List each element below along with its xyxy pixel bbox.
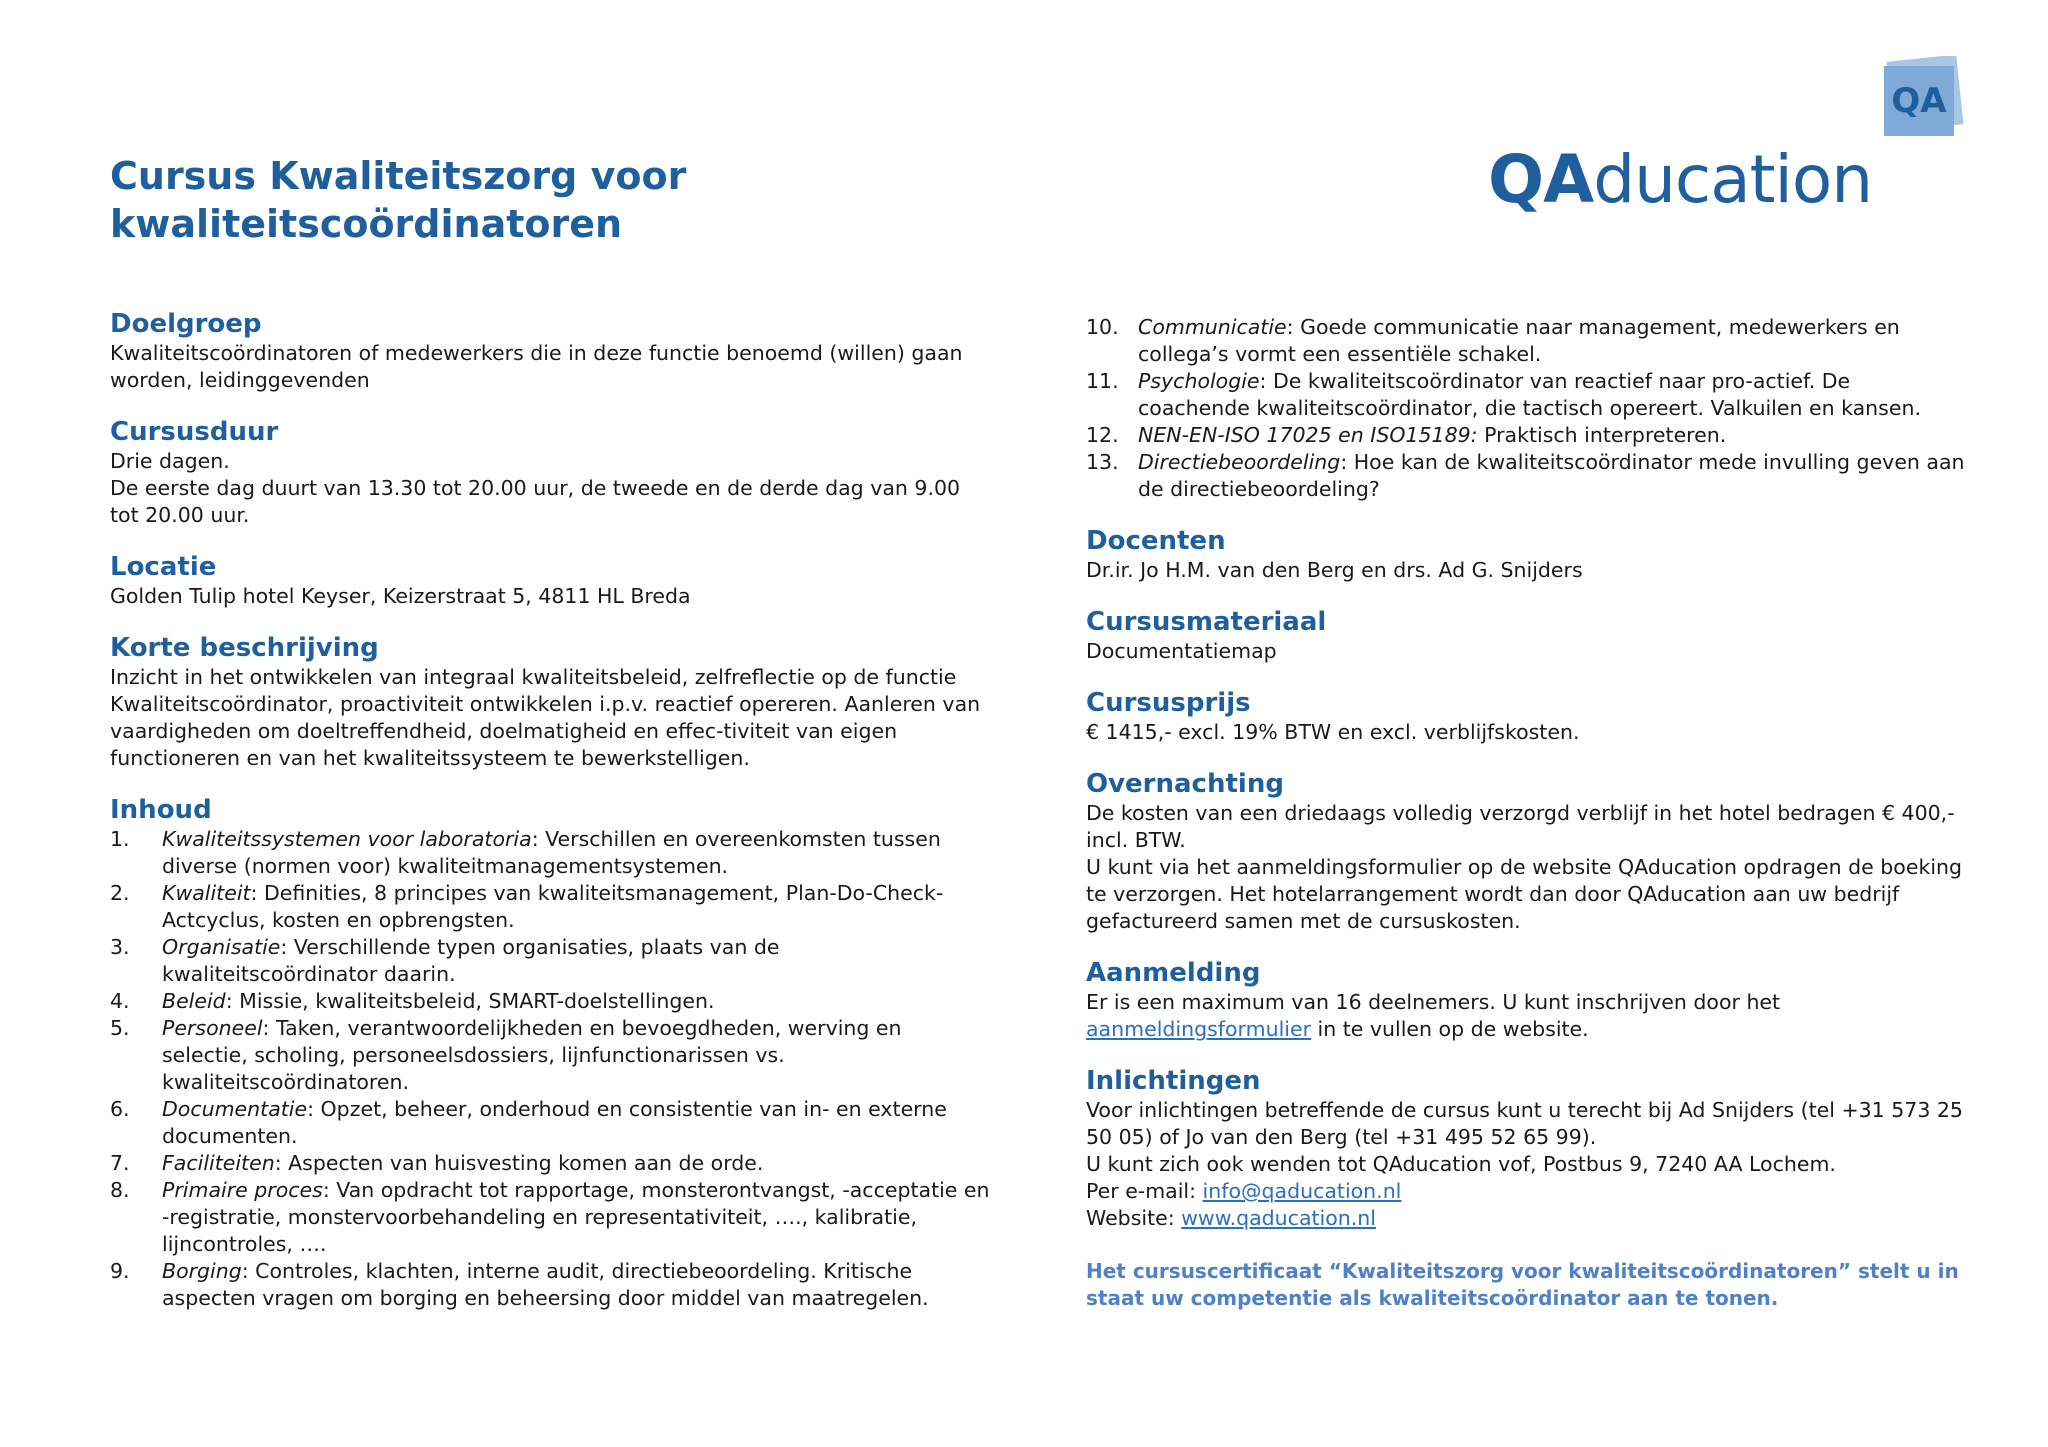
section-inhoud bbox=[110, 794, 990, 1312]
section-prijs bbox=[1086, 687, 1966, 746]
list-item: 7. Faciliteiten: Aspecten van huisvesting komen aan de orde. bbox=[110, 1151, 764, 1175]
heading-cursusduur: Cursusduur bbox=[110, 417, 279, 447]
heading-locatie: Locatie bbox=[110, 552, 217, 582]
list-item: 12. NEN-EN-ISO 17025 en ISO15189: Praktisch interpreteren. bbox=[1086, 423, 1727, 447]
list-item: 10. Communicatie: Goede communicatie naar management, medewerkers en collega’s vormt een essentiële schakel. bbox=[1086, 315, 1900, 366]
heading-doelgroep: Doelgroep bbox=[110, 309, 262, 339]
heading-inhoud: Inhoud bbox=[110, 795, 212, 825]
list-item: 3. Organisatie: Verschillende typen organisaties, plaats van de kwaliteitscoördinator daarin. bbox=[110, 935, 780, 986]
section-materiaal bbox=[1086, 606, 1966, 665]
section-inhoud-continued bbox=[1086, 314, 1966, 503]
heading-materiaal: Cursusmateriaal bbox=[1086, 607, 1327, 637]
left-column bbox=[110, 308, 990, 1334]
heading-prijs: Cursusprijs bbox=[1086, 688, 1251, 718]
heading-aanmelding: Aanmelding bbox=[1086, 958, 1261, 988]
section-inlichtingen bbox=[1086, 1065, 1966, 1232]
inhoud-list-right bbox=[1086, 314, 1966, 503]
website-line: Website: www.qaducation.nl bbox=[1086, 1206, 1376, 1230]
heading-overnachting: Overnachting bbox=[1086, 769, 1284, 799]
qaducation-logo bbox=[1480, 52, 1980, 218]
cursusduur-line-2: De eerste dag duurt van 13.30 tot 20.00 uur, de tweede en de derde dag van 9.00 tot 20.00 uur. bbox=[110, 476, 961, 527]
beschrijving-text: Inzicht in het ontwikkelen van integraal kwaliteitsbeleid, zelfreflectie op de functie Kwaliteitscoördinator, proactiviteit ontwikkelen i.p.v. reactief opereren. Aanleren van vaardigheden om doeltreffendheid, doelmatigheid en effec-tiviteit van eigen functioneren en van het kwaliteitssysteem te bewerkstelligen. bbox=[110, 665, 981, 770]
section-aanmelding bbox=[1086, 957, 1966, 1043]
doelgroep-text: Kwaliteitscoördinatoren of medewerkers die in deze functie benoemd (willen) gaan worden, leidinggevenden bbox=[110, 341, 963, 392]
list-item: 13. Directiebeoordeling: Hoe kan de kwaliteitscoördinator mede invulling geven aan de directiebeoordeling? bbox=[1086, 450, 1965, 501]
heading-docenten: Docenten bbox=[1086, 526, 1226, 556]
title-line-2: kwaliteitscoördinatoren bbox=[110, 202, 623, 246]
badge-text: QA bbox=[1891, 81, 1947, 121]
list-item: 6. Documentatie: Opzet, beheer, onderhoud en consistentie van in- en externe documenten. bbox=[110, 1097, 947, 1148]
locatie-text: Golden Tulip hotel Keyser, Keizerstraat 5, 4811 HL Breda bbox=[110, 584, 691, 608]
inlichtingen-line-1: Voor inlichtingen betreffende de cursus kunt u terecht bij Ad Snijders (tel +31 573 25 50 05) of Jo van den Berg (tel +31 495 52 65 99). bbox=[1086, 1098, 1963, 1149]
materiaal-text: Documentatiemap bbox=[1086, 639, 1277, 663]
certificate-note: Het cursuscertificaat “Kwaliteitszorg voor kwaliteitscoördinatoren” stelt u in staat uw competentie als kwaliteitscoördinator aan te tonen. bbox=[1086, 1259, 1959, 1310]
heading-inlichtingen: Inlichtingen bbox=[1086, 1066, 1261, 1096]
page-title bbox=[110, 152, 1010, 248]
section-cursusduur bbox=[110, 416, 990, 529]
prijs-text: € 1415,- excl. 19% BTW en excl. verblijfskosten. bbox=[1086, 720, 1580, 744]
list-item: 8. Primaire proces: Van opdracht tot rapportage, monsterontvangst, -acceptatie en -registratie, monstervoorbehandeling en representativiteit, …., kalibratie, lijncontroles, …. bbox=[110, 1178, 990, 1256]
website-link[interactable]: www.qaducation.nl bbox=[1181, 1206, 1376, 1230]
inhoud-list-left bbox=[110, 826, 990, 1312]
qa-badge-icon bbox=[1880, 56, 1964, 140]
list-item: 9. Borging: Controles, klachten, interne audit, directiebeoordeling. Kritische aspecten vragen om borging en beheersing door middel van maatregelen. bbox=[110, 1259, 929, 1310]
aanmeldingsformulier-link[interactable]: aanmeldingsformulier bbox=[1086, 1017, 1312, 1041]
list-item: 4. Beleid: Missie, kwaliteitsbeleid, SMART-doelstellingen. bbox=[110, 989, 715, 1013]
list-item: 1. Kwaliteitssystemen voor laboratoria: Verschillen en overeenkomsten tussen diverse (normen voor) kwaliteitmanagementsystemen. bbox=[110, 827, 941, 878]
section-beschrijving bbox=[110, 632, 990, 772]
aanmelding-text: Er is een maximum van 16 deelnemers. U kunt inschrijven door het aanmeldingsformulier in te vullen op de website. bbox=[1086, 990, 1781, 1041]
section-locatie bbox=[110, 551, 990, 610]
section-doelgroep bbox=[110, 308, 990, 394]
logo-wordmark bbox=[1488, 140, 1872, 220]
overnachting-line-2: U kunt via het aanmeldingsformulier op de website QAducation opdragen de boeking te verzorgen. Het hotelarrangement wordt dan door QAducation aan uw bedrijf gefactureerd samen met de cursuskosten. bbox=[1086, 855, 1963, 933]
heading-beschrijving: Korte beschrijving bbox=[110, 633, 379, 663]
logo-prefix: QA bbox=[1488, 141, 1594, 218]
cursusduur-line-1: Drie dagen. bbox=[110, 449, 230, 473]
email-line: Per e-mail: info@qaducation.nl bbox=[1086, 1179, 1402, 1203]
email-link[interactable]: info@qaducation.nl bbox=[1202, 1179, 1402, 1203]
list-item: 11. Psychologie: De kwaliteitscoördinator van reactief naar pro-actief. De coachende kwaliteitscoördinator, die tactisch opereert. Valkuilen en kansen. bbox=[1086, 369, 1921, 420]
section-docenten bbox=[1086, 525, 1966, 584]
logo-suffix: ducation bbox=[1593, 141, 1873, 218]
section-overnachting bbox=[1086, 768, 1966, 935]
title-line-1: Cursus Kwaliteitszorg voor bbox=[110, 154, 687, 198]
list-item: 5. Personeel: Taken, verantwoordelijkheden en bevoegdheden, werving en selectie, scholing, personeelsdossiers, lijnfunctionarissen vs. kwaliteitscoördinatoren. bbox=[110, 1016, 902, 1094]
right-column bbox=[1086, 314, 1966, 1312]
docenten-text: Dr.ir. Jo H.M. van den Berg en drs. Ad G. Snijders bbox=[1086, 558, 1583, 582]
overnachting-line-1: De kosten van een driedaags volledig verzorgd verblijf in het hotel bedragen € 400,- incl. BTW. bbox=[1086, 801, 1955, 852]
inlichtingen-line-2: U kunt zich ook wenden tot QAducation vof, Postbus 9, 7240 AA Lochem. bbox=[1086, 1152, 1836, 1176]
list-item: 2. Kwaliteit: Definities, 8 principes van kwaliteitsmanagement, Plan-Do-Check-Actcyclus, kosten en opbrengsten. bbox=[110, 881, 944, 932]
